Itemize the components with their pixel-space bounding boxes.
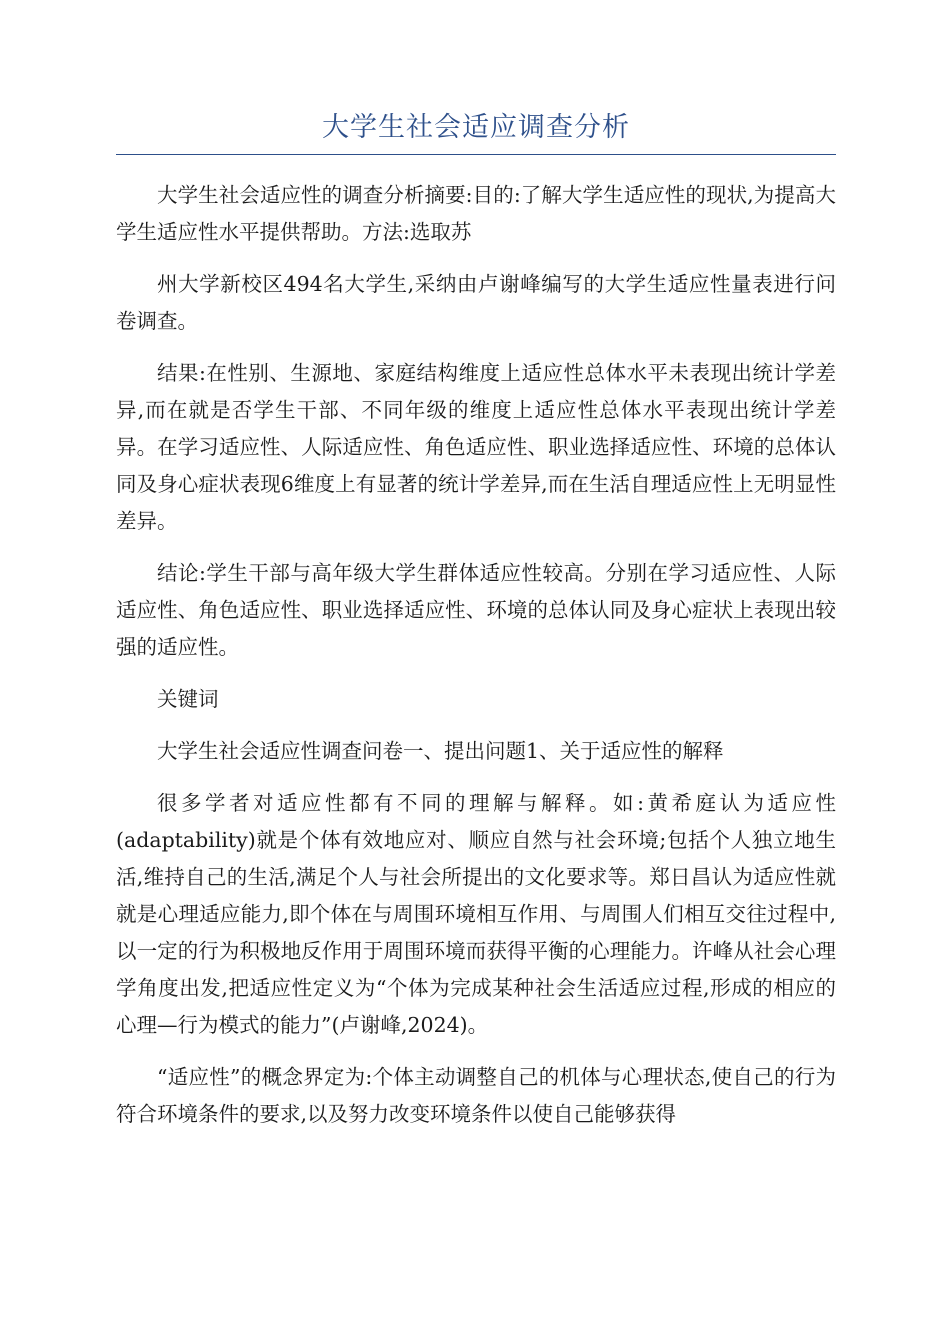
- paragraph-results: 结果:在性别、生源地、家庭结构维度上适应性总体水平未表现出统计学差异,而在就是否学生干部、不同年级的维度上适应性总体水平表现出统计学差异。在学习适应性、人际适应性、角色适应性、职业选择适应性、环境的总体认同及身心症状表现6维度上有显著的统计学差异,而在生活自理适应性上无明显性差异。: [116, 361, 836, 533]
- paragraph-keywords: 关键词: [157, 687, 219, 711]
- paragraph-conclusion: 结论:学生干部与高年级大学生群体适应性较高。分别在学习适应性、人际适应性、角色适应性、职业选择适应性、环境的总体认同及身心症状上表现出较强的适应性。: [116, 561, 836, 659]
- paragraph-abstract-purpose: 大学生社会适应性的调查分析摘要:目的:了解大学生适应性的现状,为提高大学生适应性水平提供帮助。方法:选取苏: [116, 183, 836, 244]
- paragraph-definitions: 很多学者对适应性都有不同的理解与解释。如:黄希庭认为适应性(adaptability)就是个体有效地应对、顺应自然与社会环境;包括个人独立地生活,维持自己的生活,满足个人与社会所提出的文化要求等。郑日昌认为适应性就就是心理适应能力,即个体在与周围环境相互作用、与周围人们相互交往过程中,以一定的行为积极地反作用于周围环境而获得平衡的心理能力。许峰从社会心理学角度出发,把适应性定义为“个体为完成某种社会生活适应过程,形成的相应的心理—行为模式的能力”(卢谢峰,2024)。: [116, 791, 836, 1037]
- title-underline: [116, 154, 836, 155]
- paragraph-section-heading: 大学生社会适应性调查问卷一、提出问题1、关于适应性的解释: [157, 739, 724, 763]
- paragraph-concept: “适应性”的概念界定为:个体主动调整自己的机体与心理状态,使自己的行为符合环境条件的要求,以及努力改变环境条件以使自己能够获得: [116, 1065, 836, 1126]
- paragraph-abstract-method: 州大学新校区494名大学生,采纳由卢谢峰编写的大学生适应性量表进行问卷调查。: [116, 272, 836, 333]
- document-page: [116, 108, 836, 1148]
- document-title: 大学生社会适应调查分析: [322, 112, 630, 143]
